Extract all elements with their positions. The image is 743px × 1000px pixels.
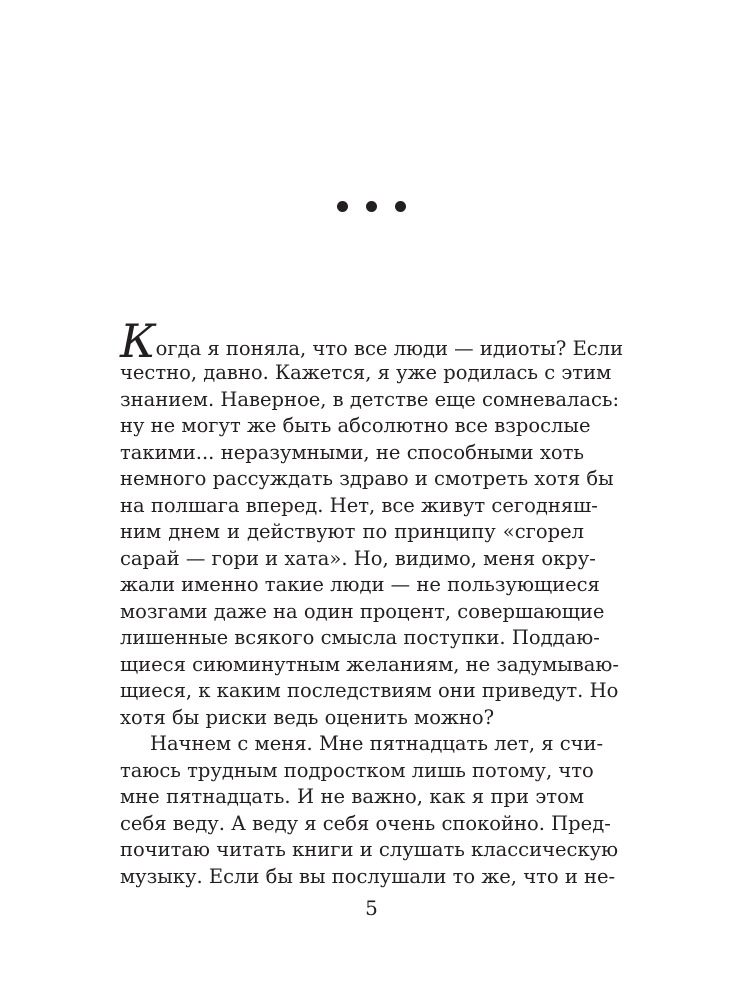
page-number: 5	[365, 896, 378, 920]
text-line: ну не могут же быть абсолютно все взрослые	[120, 414, 591, 437]
text-line: знанием. Наверное, в детстве еще сомневалась:	[120, 387, 620, 411]
text-line: такими... неразумными, не способными хоть	[120, 440, 584, 464]
text-line: честно, давно. Кажется, я уже родилась с этим	[120, 361, 612, 384]
text-line: ним днем и действуют по принципу «сгорел	[120, 520, 584, 543]
text-line: музыку. Если бы вы послушали то же, что и не-	[120, 864, 616, 888]
text-line: себя веду. А веду я себя очень спокойно. Пред-	[120, 811, 611, 835]
text-line: щиеся, к каким последствиям они приведут. Но	[120, 679, 619, 702]
text-line: Начнем с меня. Мне пятнадцать лет, я счи-	[150, 732, 604, 755]
text-line: жали именно такие люди — не пользующиеся	[120, 573, 600, 596]
text-line: немного рассуждать здраво и смотреть хотя бы	[120, 467, 614, 490]
text-line: на полшага вперед. Нет, все живут сегодняш-	[120, 493, 598, 517]
text-line: хотя бы риски ведь оценить можно?	[120, 705, 495, 729]
text-line: сарай — гори и хата». Но, видимо, меня окру-	[120, 546, 596, 570]
body-text	[120, 314, 624, 890]
text-line: щиеся сиюминутным желаниям, не задумываю-	[120, 652, 619, 676]
drop-cap: К	[120, 314, 156, 368]
text-line: мозгами даже на один процент, совершающие	[120, 599, 605, 623]
text-line: лишенные всякого смысла поступки. Поддаю-	[120, 626, 600, 649]
ornament-dot	[337, 201, 348, 212]
ornament-dot	[395, 201, 406, 212]
text-line: почитаю читать книги и слушать классическую	[120, 838, 619, 861]
ornament-dot	[366, 201, 377, 212]
first-line-text: огда я поняла, что все люди — идиоты? Если	[155, 337, 624, 360]
text-line: мне пятнадцать. И не важно, как я при этом	[120, 785, 584, 808]
text-line	[120, 314, 624, 368]
text-line: таюсь трудным подростком лишь потому, что	[120, 758, 594, 782]
section-ornament	[0, 201, 743, 212]
